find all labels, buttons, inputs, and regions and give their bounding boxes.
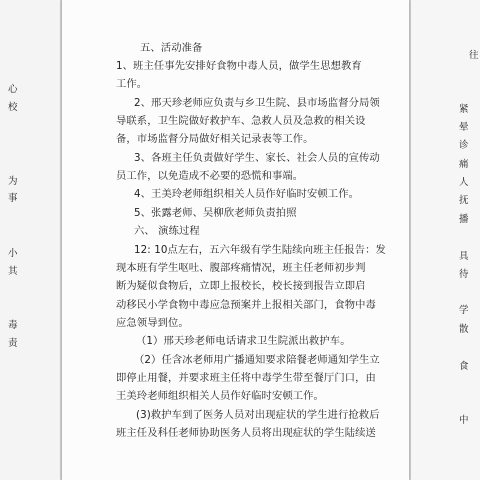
right-fragment: 人 — [459, 177, 469, 188]
paragraph-line: 2、邢天珍老师应负责与乡卫生院、县市场监督分局领 — [134, 97, 380, 109]
left-fragment: 小 — [8, 248, 18, 259]
right-fragment: 学 — [459, 305, 469, 316]
paragraph-line: 5、张露老师、吴柳欣老师负责拍照 — [134, 207, 297, 219]
left-fragment: 毒 — [8, 320, 18, 331]
right-fragment: 播 — [459, 214, 469, 225]
paragraph-line: 工作。 — [116, 78, 148, 90]
paragraph-line: 断为疑似食物后，立即上报校长，校长接到报告立即启 — [116, 280, 366, 292]
left-fragment: 责 — [8, 338, 18, 349]
right-fragment: 待 — [459, 269, 469, 280]
paragraph-line: 备，市场监督分局做好相关记录表等工作。 — [116, 133, 314, 145]
paragraph-line: 导联系，卫生院做好救护车、急救人员及急救的相关设 — [116, 115, 366, 127]
paragraph-line: 现本班有学生呕吐、腹部疼痛情况，班主任老师初步判 — [116, 262, 366, 274]
paragraph-line: （2）任含冰老师用广播通知要求陪餐老师通知学生立 — [134, 354, 380, 366]
right-fragment: 痛 — [459, 159, 469, 170]
left-fragment: 其 — [8, 266, 18, 277]
paragraph-line: 动移民小学食物中毒应急预案并上报相关部门，食物中毒 — [116, 299, 376, 311]
section-heading: 五、活动准备 — [140, 42, 203, 54]
adjacent-page-right — [411, 0, 480, 480]
paragraph-line: 应急领导到位。 — [116, 317, 189, 329]
right-fragment: 中 — [459, 415, 469, 426]
paragraph-line: 1、班主任事先安排好食物中毒人员，做学生思想教育 — [116, 60, 362, 72]
section-heading: 六、 演练过程 — [134, 225, 200, 237]
paragraph-line: 员工作，以免造成不必要的恐慌和事端。 — [116, 170, 304, 182]
paragraph-line: (3)救护车到了医务人员对出现症状的学生进行抢救后 — [136, 409, 380, 421]
right-fragment: 晕 — [459, 122, 469, 133]
paragraph-line: 4、王美玲老师组织相关人员作好临时安顿工作。 — [134, 188, 359, 200]
paragraph-line: 班主任及科任老师协助医务人员将出现症状的学生陆续送 — [116, 427, 376, 439]
paragraph-line: 即停止用餐，并要求班主任将中毒学生带至餐厅门口，由 — [116, 372, 376, 384]
right-fragment: 紧 — [459, 104, 469, 115]
left-fragment: 校 — [8, 102, 18, 113]
document-page — [62, 0, 409, 480]
right-fragment: 具 — [459, 251, 469, 262]
paragraph-line: 王美玲老师组织相关人员作好临时安顿工作。 — [116, 390, 324, 402]
left-fragment: 为 — [8, 176, 18, 187]
right-fragment: 抚 — [459, 195, 469, 206]
paragraph-line: （1）邢天珍老师电话请求卫生院派出救护车。 — [136, 335, 351, 347]
paragraph-line: 12: 10点左右，五六年级有学生陆续向班主任报告：发 — [134, 244, 386, 256]
right-fragment: 食 — [459, 361, 469, 372]
paragraph-line: 3、各班主任负责做好学生、家长、社会人员的宣传动 — [134, 152, 380, 164]
right-fragment: 往 — [469, 50, 479, 61]
adjacent-page-left — [0, 0, 60, 480]
right-fragment: 散 — [459, 324, 469, 335]
left-fragment: 心 — [8, 84, 18, 95]
right-fragment: 诊 — [459, 140, 469, 151]
left-fragment: 事 — [8, 193, 18, 204]
